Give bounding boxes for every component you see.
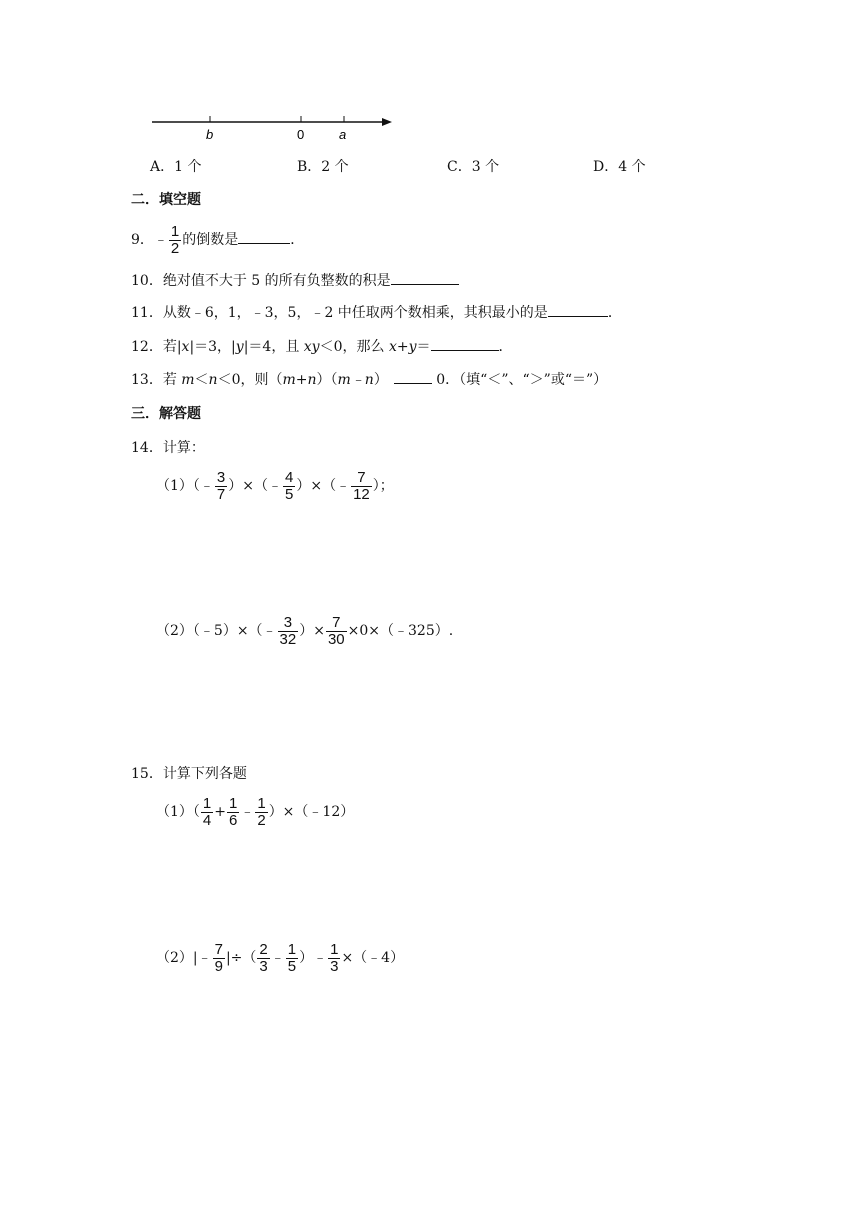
fraction: $\frac{7}{30}$	[327, 613, 345, 648]
choice-a: A．1 个	[150, 159, 202, 175]
question-15-part-2: （2）|﹣ $\frac{7}{9}$ |÷（ $\frac{2}{3}$ ﹣ $\frac{1}{5}$ ）﹣ $\frac{1}{3}$ ×（﹣4）	[156, 940, 405, 975]
question-10: 10．绝对值不大于 5 的所有负整数的积是	[131, 268, 459, 294]
fraction: $\frac{4}{5}$	[285, 468, 294, 503]
fraction: $\frac{2}{3}$	[259, 940, 268, 975]
fraction: $\frac{1}{6}$	[229, 794, 238, 829]
question-14-part-1: （1）（﹣ $\frac{3}{7}$ ）×（﹣ $\frac{4}{5}$ ）×（﹣ $\frac{7}{12}$ ）；	[156, 468, 394, 503]
question-13: 13．若 m＜n＜0，则（m+n）（m﹣n） 0．（填“＜”、“＞”或“＝”）	[131, 367, 607, 393]
number-line-arrow	[382, 118, 392, 126]
fraction: $\frac{1}{3}$	[330, 940, 339, 975]
question-15-title: 15．计算下列各题	[131, 766, 247, 782]
label-0: 0	[297, 127, 305, 142]
fraction: $\frac{1}{2}$	[170, 222, 180, 257]
label-a: a	[339, 127, 347, 142]
choice-c: C．3 个	[447, 159, 500, 175]
choice-b: B．2 个	[297, 159, 349, 175]
fraction: $\frac{1}{2}$	[257, 794, 266, 829]
fraction: $\frac{7}{12}$	[353, 468, 370, 503]
label-b: b	[206, 127, 214, 142]
choice-d: D．4 个	[593, 159, 646, 175]
question-14-title: 14．计算：	[131, 440, 205, 456]
question-9: 9．﹣ $\frac{1}{2}$ 的倒数是 ．	[131, 222, 305, 257]
answer-blank	[394, 369, 432, 384]
fraction: $\frac{3}{7}$	[216, 468, 226, 503]
question-11: 11．从数﹣6，1，﹣3，5，﹣2 中任取两个数相乘，其积最小的是 ．	[131, 300, 622, 326]
section-2-title: 二．填空题	[131, 192, 201, 208]
answer-blank	[548, 302, 608, 317]
section-3-title: 三．解答题	[131, 406, 201, 422]
number-line-figure	[148, 108, 398, 144]
question-14-part-2: （2）（﹣5）×（﹣ $\frac{3}{32}$ ）× $\frac{7}{30}$ ×0×（﹣325）.	[156, 613, 454, 648]
fraction: $\frac{1}{4}$	[202, 794, 212, 829]
question-15-part-1: （1）（ $\frac{1}{4}$ + $\frac{1}{6}$ ﹣ $\frac{1}{2}$ ）×（﹣12）	[156, 794, 355, 829]
answer-blank	[431, 336, 499, 351]
fraction: $\frac{7}{9}$	[214, 940, 223, 975]
answer-blank	[391, 270, 459, 285]
fraction: $\frac{1}{5}$	[287, 940, 297, 975]
question-12: 12．若|x|＝3，|y|＝4，且 xy＜0，那么 x+y＝ ．	[131, 334, 513, 360]
fraction: $\frac{3}{32}$	[279, 613, 297, 648]
answer-blank	[238, 229, 290, 244]
